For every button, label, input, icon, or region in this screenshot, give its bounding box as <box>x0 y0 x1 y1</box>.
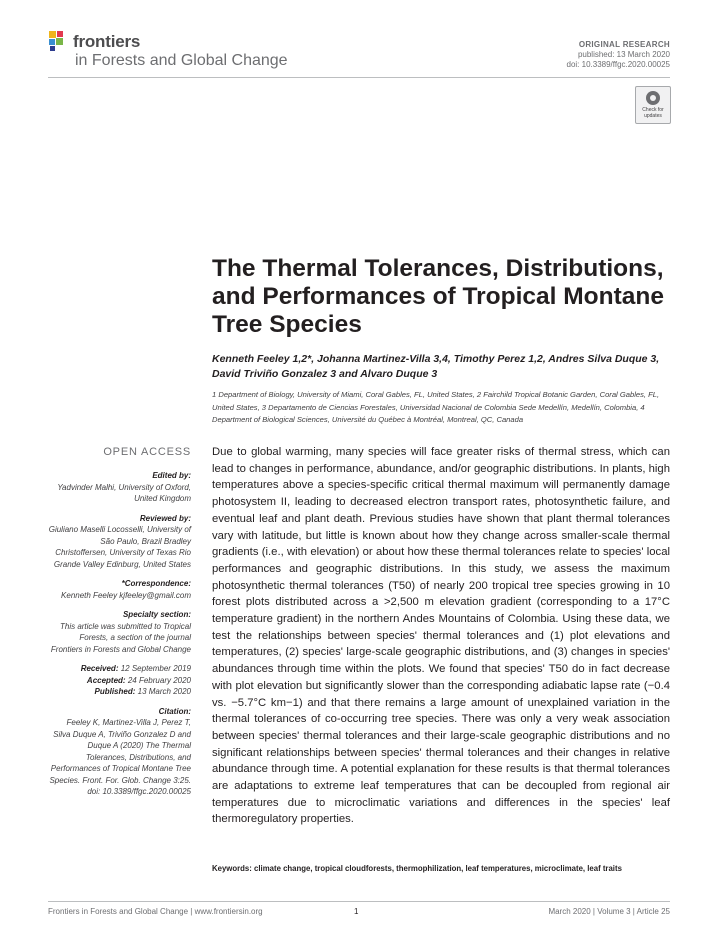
citation-label: Citation: <box>158 706 191 716</box>
check-for-updates-badge[interactable] <box>635 86 671 124</box>
logo-square-red <box>57 31 63 37</box>
open-access-label: OPEN ACCESS <box>103 446 191 458</box>
reviewed-by-label: Reviewed by: <box>139 513 191 523</box>
logo-square-green <box>56 38 63 45</box>
edited-by-text: Yadvinder Malhi, University of Oxford, United Kingdom <box>57 482 191 503</box>
logo-brand: frontiers <box>73 32 141 51</box>
frontiers-logo[interactable] <box>48 30 308 72</box>
reviewed-by-section <box>48 513 191 571</box>
edited-by-section <box>48 470 191 505</box>
affiliations: 1 Department of Biology, University of Miami, Coral Gables, FL, United States, 2 Fairchild Tropical Botanic Garden, Coral Gables, FL, United States, 3 Departamento de Ciencias Forestales, Universidad Nacional de Colombia Sede Medellín, Medellín, Colombia, 4 Department of Biological Sciences, Université du Québec à Montréal, Montreal, QC, Canada <box>212 390 660 424</box>
abstract: Due to global warming, many species will face greater risks of thermal stress, which can lead to changes in performance, abundance, and/or geographic distributions. In plants, high temperatures above a species-specific critical thermal maximum will permanently damage photosystem II, leading to decreased electron transport rates, photosynthetic failure, and eventual leaf and plant death. Previous studies have shown that plant thermal tolerances vary with latitude, but little is known about how they change across smaller-scale thermal gradients (i.e., with elevation) or about how these thermal tolerances relate to species' local performances and geographic distributions. In this study, we assess the maximum photosynthetic thermal tolerances (T50) of nearly 200 tropical tree species growing in 10 forest plots distributed across a >2,500 m elevation gradient (corresponding to a 17°C temperature gradient) in the northern Andes Mountains of Colombia. Using these data, we test the relationships between species' thermal tolerances and (1) plot elevations and temperatures, (2) species' large-scale geographic distributions, and (3) changes in species' abundances through time within the plots. We found that species' T50 do in fact decrease with plot elevation but significantly slower than the corresponding adiabatic lapse rate (−0.4 vs. −5.7°C km−1) and that there remains a large amount of unexplained variation in the thermal tolerances of co-occurring tree species. There was only a very weak association between species' thermal tolerances and their large-scale geographic distributions and no significant relationships between species' thermal tolerances and their changes in relative abundance through time. A potential explanation for these results is that thermal tolerances are adaptations to extreme leaf temperatures that can be decoupled from regional air temperatures due to microclimatic variations and differences in the species' leaf thermoregulatory properties. <box>212 446 670 826</box>
reviewed-by-text: Giuliano Maselli Locosselli, University of São Paulo, Brazil Bradley Christoffersen, University of Texas Rio Grande Valley Edinburg, United States <box>48 525 191 569</box>
footer-issue: March 2020 | Volume 3 | Article 25 <box>548 907 670 916</box>
specialty-text: This article was submitted to Tropical Forests, a section of the journal Frontiers in Forests and Global Change <box>50 621 191 654</box>
published-line: published: 13 March 2020 <box>577 50 670 59</box>
article-type: ORIGINAL RESEARCH <box>578 40 670 49</box>
accepted-row <box>48 675 191 687</box>
article-title: The Thermal Tolerances, Distributions, and Performances of Tropical Montane Tree Species <box>212 255 664 338</box>
correspondence-section <box>48 578 191 601</box>
received-label: Received: <box>80 664 119 673</box>
logo-square-navy <box>50 46 55 51</box>
correspondence-label: *Correspondence: <box>121 579 191 588</box>
logo-square-yellow <box>49 31 56 38</box>
footer-journal[interactable]: Frontiers in Forests and Global Change | www.frontiersin.org <box>48 907 263 916</box>
edited-by-label: Edited by: <box>152 471 191 480</box>
logo-square-blue <box>49 39 55 45</box>
dates-section <box>48 663 191 698</box>
sidebar <box>48 445 191 806</box>
correspondence-text[interactable]: Kenneth Feeley kjfeeley@gmail.com <box>61 590 191 600</box>
crossmark-icon <box>646 91 660 105</box>
journal-name: in Forests and Global Change <box>75 52 288 69</box>
accepted-label: Accepted: <box>86 675 126 685</box>
citation-text: Feeley K, Martinez-Villa J, Perez T, Silva Duque A, Triviño Gonzalez D and Duque A (2020) The Thermal Tolerances, Distributions, and Performances of Tropical Montane Tree Species. Front. For. Glob. Change 3:25. doi: 10.3389/ffgc.2020.00025 <box>49 718 191 796</box>
received-date: 12 September 2019 <box>120 664 191 673</box>
keywords-label: Keywords: <box>212 864 252 873</box>
crossmark-label: Check for updates <box>642 107 664 119</box>
published-row <box>48 686 191 698</box>
page-number: 1 <box>354 907 359 916</box>
accepted-date: 24 February 2020 <box>127 675 191 685</box>
specialty-section <box>48 609 191 655</box>
article-meta <box>567 40 671 70</box>
published-date: 13 March 2020 <box>137 687 191 696</box>
header-divider <box>48 77 670 78</box>
keywords <box>212 863 672 874</box>
citation-section <box>48 706 191 798</box>
doi-line[interactable]: doi: 10.3389/ffgc.2020.00025 <box>566 60 670 69</box>
author-list: Kenneth Feeley 1,2*, Johanna Martinez-Villa 3,4, Timothy Perez 1,2, Andres Silva Duque 3, David Triviño Gonzalez 3 and Alvaro Duque 3 <box>212 353 660 380</box>
footer-divider <box>48 901 670 902</box>
frontiers-logo-icon <box>48 30 70 54</box>
received-row <box>48 663 191 675</box>
keywords-text: climate change, tropical cloudforests, thermophilization, leaf temperatures, microclimate, leaf traits <box>254 864 622 873</box>
specialty-label: Specialty section: <box>122 610 191 619</box>
published-label: Published: <box>94 687 136 696</box>
